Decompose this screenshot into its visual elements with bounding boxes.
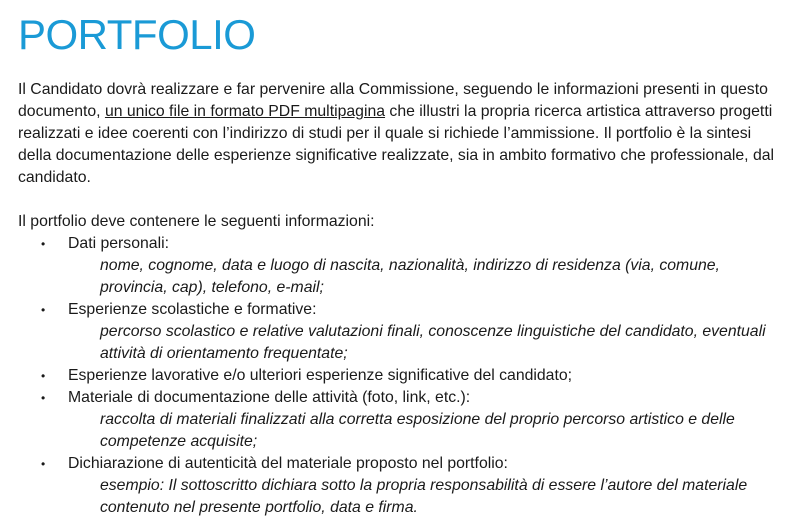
intro-text-before: Il Candidato dovrà realizzare e far pervenire alla Commissione, seguendo le informazioni presenti in questo documento, [18, 81, 768, 120]
list-intro: Il portfolio deve contenere le seguenti informazioni: [18, 213, 375, 230]
list-item [18, 453, 788, 519]
item-label: Materiale di documentazione delle attività (foto, link, etc.): [68, 389, 471, 406]
bullet-icon: • [41, 237, 46, 251]
list-item [18, 365, 788, 387]
requirements-list [18, 233, 788, 519]
item-detail: raccolta di materiali finalizzati alla corretta esposizione del proprio percorso artistico e delle competenze acquisite; [100, 411, 735, 450]
item-detail: nome, cognome, data e luogo di nascita, nazionalità, indirizzo di residenza (via, comune, provincia, cap), telefono, e-mail; [100, 257, 720, 296]
intro-paragraph [18, 79, 778, 189]
bullet-icon: • [41, 457, 46, 471]
item-detail: percorso scolastico e relative valutazioni finali, conoscenze linguistiche del candidato, eventuali attività di orientamento frequentate; [100, 323, 766, 362]
document-page [18, 8, 788, 519]
bullet-icon: • [41, 303, 46, 317]
item-label: Dichiarazione di autenticità del materiale proposto nel portfolio: [68, 455, 508, 472]
intro-text-after: che illustri la propria ricerca artistica attraverso progetti realizzati e idee coerenti con l’indirizzo di studi per il quale si richiede l’ammissione. Il portfolio è la sintesi della documentazione delle esperienze significative realizzate, sia in ambito formativo che professionale, dal candidato. [18, 103, 775, 186]
page-title: PORTFOLIO [18, 11, 256, 58]
item-label: Dati personali: [68, 235, 169, 252]
list-item [18, 299, 788, 365]
bullet-icon: • [41, 369, 46, 383]
item-label: Esperienze scolastiche e formative: [68, 301, 317, 318]
item-detail: esempio: Il sottoscritto dichiara sotto la propria responsabilità di essere l’autore del materiale contenuto nel presente portfolio, data e firma. [100, 477, 748, 516]
pdf-requirement-underlined: un unico file in formato PDF multipagina [104, 103, 386, 120]
bullet-icon: • [41, 391, 46, 405]
list-item [18, 387, 788, 453]
list-item [18, 233, 788, 299]
item-label: Esperienze lavorative e/o ulteriori esperienze significative del candidato; [68, 367, 573, 384]
